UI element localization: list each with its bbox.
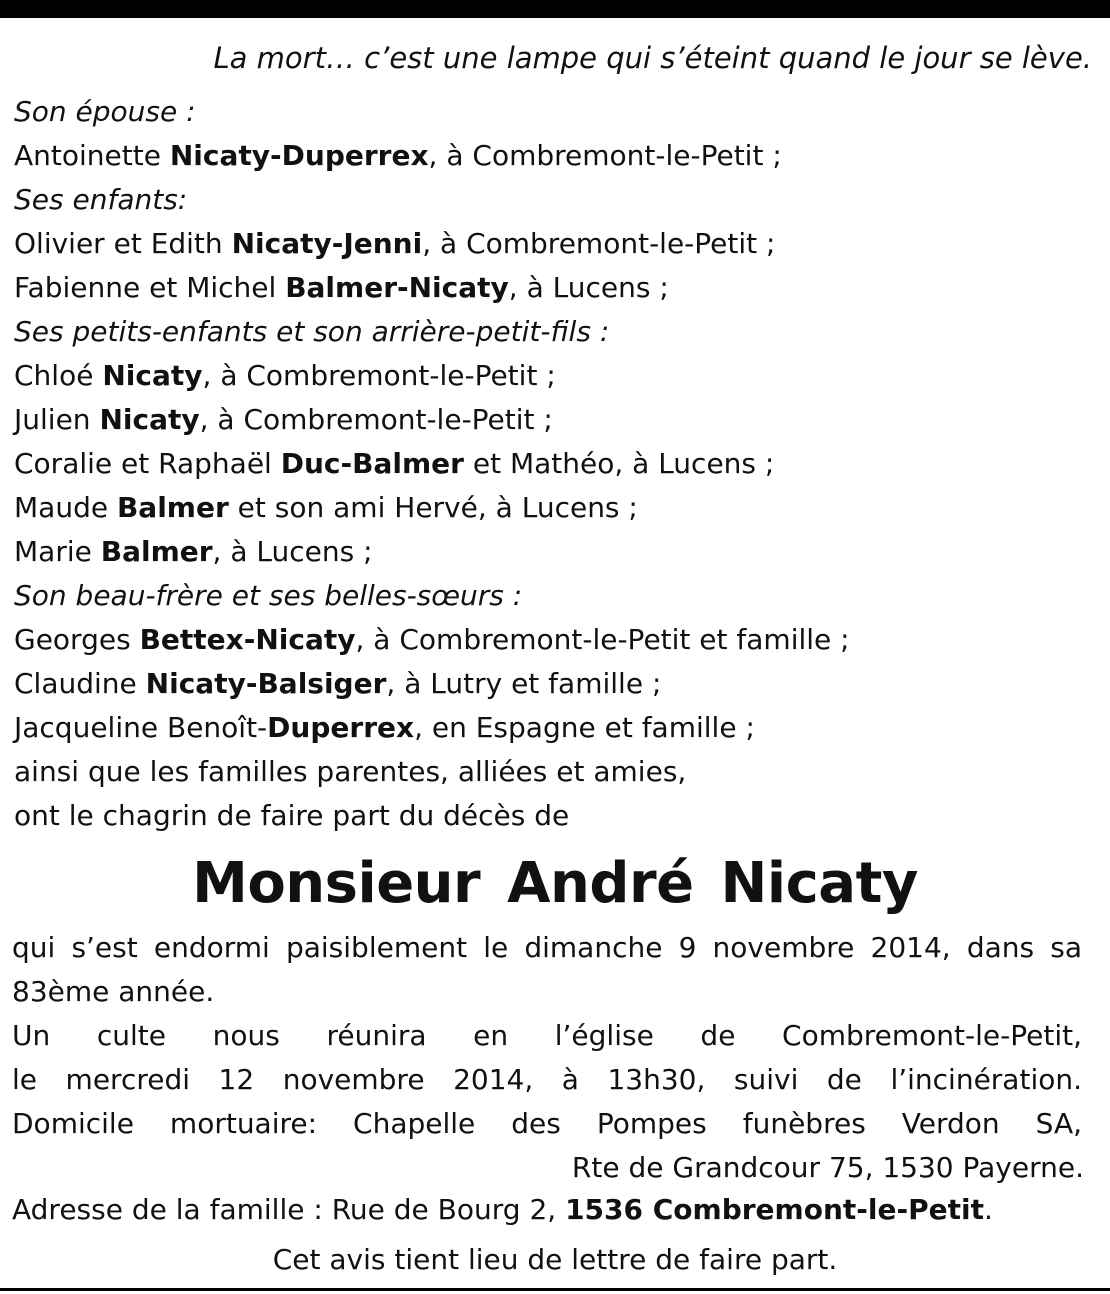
child-line: Fabienne et Michel Balmer-Nicaty, à Lucens ; [14,271,669,304]
grandchild-line: Julien Nicaty, à Combremont-le-Petit ; [14,403,553,436]
spouse-line: Antoinette Nicaty-Duperrex, à Combremont-le-Petit ; [14,139,782,172]
spouse-heading: Son épouse : [14,95,196,128]
service-date-line: le mercredi 12 novembre 2014, à 13h30, suivi de l’incinération. [12,1063,1082,1096]
inlaw-line: Claudine Nicaty-Balsiger, à Lutry et famille ; [14,667,662,700]
service-line: Un culte nous réunira en l’église de Combremont-le-Petit, [12,1019,1082,1052]
inlaw-line: Jacqueline Benoît-Duperrex, en Espagne et famille ; [14,711,755,744]
family-address: Adresse de la famille : Rue de Bourg 2, 1536 Combremont-le-Petit. [12,1193,993,1226]
relatives-line: ainsi que les familles parentes, alliées et amies, [14,755,687,788]
grandchild-line: Coralie et Raphaël Duc-Balmer et Mathéo, à Lucens ; [14,447,775,480]
bottom-rule [0,1288,1110,1291]
grandchild-line: Maude Balmer et son ami Hervé, à Lucens ; [14,491,638,524]
details-line: qui s’est endormi paisiblement le dimanche 9 novembre 2014, dans sa [12,931,1082,964]
inlaws-heading: Son beau-frère et ses belles-sœurs : [14,579,523,612]
family-address-locality: 1536 Combremont-le-Petit [565,1193,984,1226]
spouse-surname: Nicaty-Duperrex [169,139,429,172]
grandchild-line: Chloé Nicaty, à Combremont-le-Petit ; [14,359,556,392]
child-line: Olivier et Edith Nicaty-Jenni, à Combremont-le-Petit ; [14,227,776,260]
mortuary-address: Rte de Grandcour 75, 1530 Payerne. [571,1151,1084,1184]
inlaw-line: Georges Bettex-Nicaty, à Combremont-le-Petit et famille ; [14,623,850,656]
details-line: 83ème année. [12,975,215,1008]
closing-note: Cet avis tient lieu de lettre de faire part. [272,1243,838,1276]
grandchild-line: Marie Balmer, à Lucens ; [14,535,373,568]
announcement-line: ont le chagrin de faire part du décès de [14,799,570,832]
mortuary-line: Domicile mortuaire: Chapelle des Pompes funèbres Verdon SA, [12,1107,1082,1140]
deceased-name: Monsieur André Nicaty [192,851,918,916]
epigraph-quote: La mort… c’est une lampe qui s’éteint quand le jour se lève. [213,41,1092,75]
grandchildren-heading: Ses petits-enfants et son arrière-petit-fils : [14,315,610,348]
children-heading: Ses enfants: [14,183,188,216]
